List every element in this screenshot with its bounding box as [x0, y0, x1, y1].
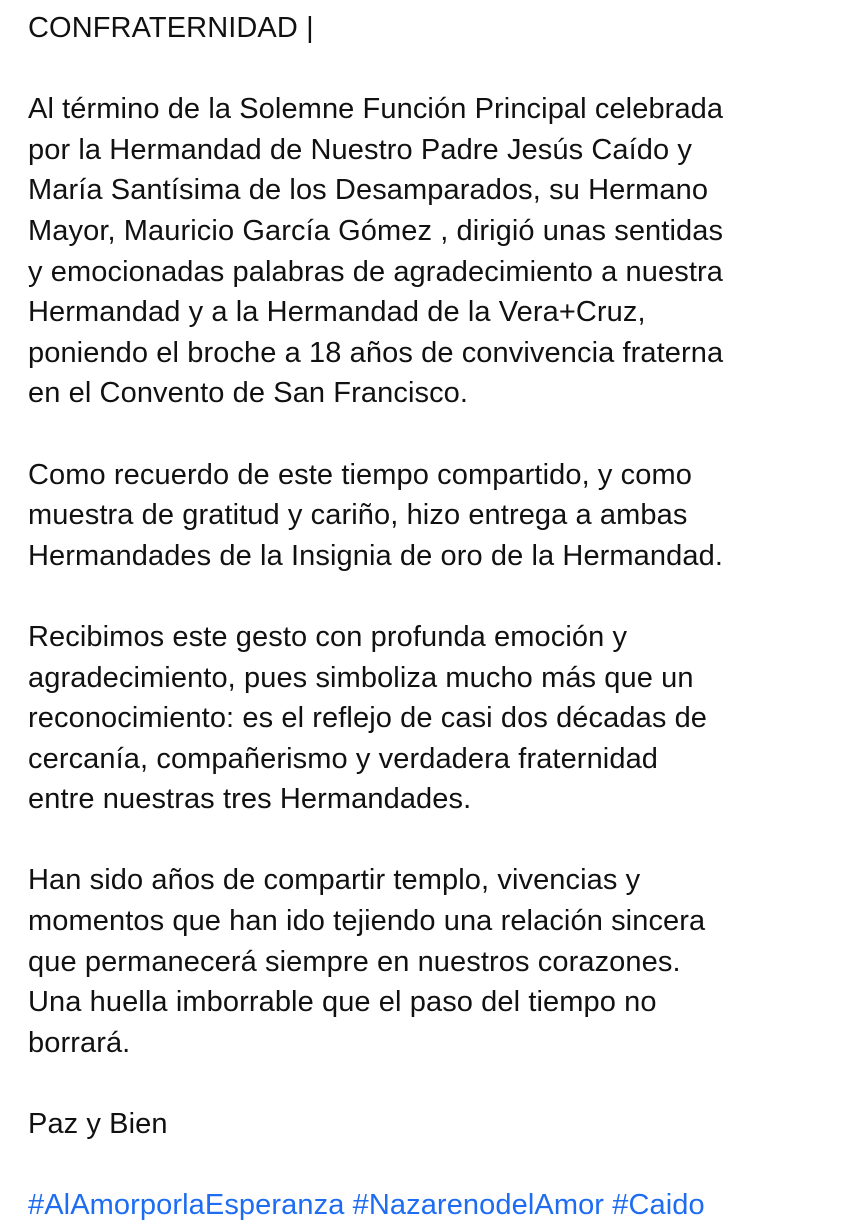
post-body [28, 8, 840, 1226]
text-line: entre nuestras tres Hermandades. [28, 783, 472, 816]
post-title-line: CONFRATERNIDAD | [28, 12, 314, 44]
text-line: en el Convento de San Francisco. [28, 377, 469, 410]
text-line: reconocimiento: es el reflejo de casi dos décadas de [28, 702, 708, 735]
text-line: Al término de la Solemne Función Principal celebrada [28, 93, 724, 126]
text-line: momentos que han ido tejiendo una relación sincera [28, 905, 706, 938]
hashtag-link[interactable]: #Caido [612, 1189, 705, 1222]
paragraph-2 [28, 455, 840, 577]
text-line: agradecimiento, pues simboliza mucho más que un [28, 661, 694, 694]
text-line: borrará. [28, 1026, 131, 1059]
text-line: Hermandades de la Insignia de oro de la Hermandad. [28, 539, 723, 572]
closing-line: Paz y Bien [28, 1108, 168, 1141]
text-line: por la Hermandad de Nuestro Padre Jesús Caído y [28, 133, 692, 166]
text-line: Como recuerdo de este tiempo compartido, y como [28, 458, 692, 491]
text-line: cercanía, compañerismo y verdadera fraternidad [28, 742, 659, 775]
paragraph-gap [28, 49, 840, 90]
paragraph-gap [28, 1145, 840, 1186]
paragraph-gap [28, 414, 840, 455]
paragraph-gap [28, 820, 840, 861]
paragraph-1 [28, 89, 840, 414]
text-line: muestra de gratitud y cariño, hizo entrega a ambas [28, 499, 688, 532]
paragraph-gap [28, 1063, 840, 1104]
hashtag-link[interactable]: #AlAmorporlaEsperanza [28, 1189, 345, 1222]
text-line: Hermandad y a la Hermandad de la Vera+Cruz, [28, 296, 646, 329]
text-line: Mayor, Mauricio García Gómez , dirigió unas sentidas [28, 214, 724, 247]
text-line: Recibimos este gesto con profunda emoción y [28, 620, 628, 653]
text-line: Han sido años de compartir templo, vivencias y [28, 864, 641, 897]
text-line: que permanecerá siempre en nuestros corazones. [28, 945, 681, 978]
paragraph-4 [28, 860, 840, 1063]
text-line: María Santísima de los Desamparados, su Hermano [28, 174, 709, 207]
text-line: y emocionadas palabras de agradecimiento a nuestra [28, 255, 723, 288]
text-line: Una huella imborrable que el paso del tiempo no [28, 986, 657, 1019]
hashtag-link[interactable]: #NazarenodelAmor [352, 1189, 605, 1222]
text-line: poniendo el broche a 18 años de convivencia fraterna [28, 336, 724, 369]
hashtag-row [28, 1185, 840, 1226]
paragraph-3 [28, 617, 840, 820]
paragraph-gap [28, 576, 840, 617]
